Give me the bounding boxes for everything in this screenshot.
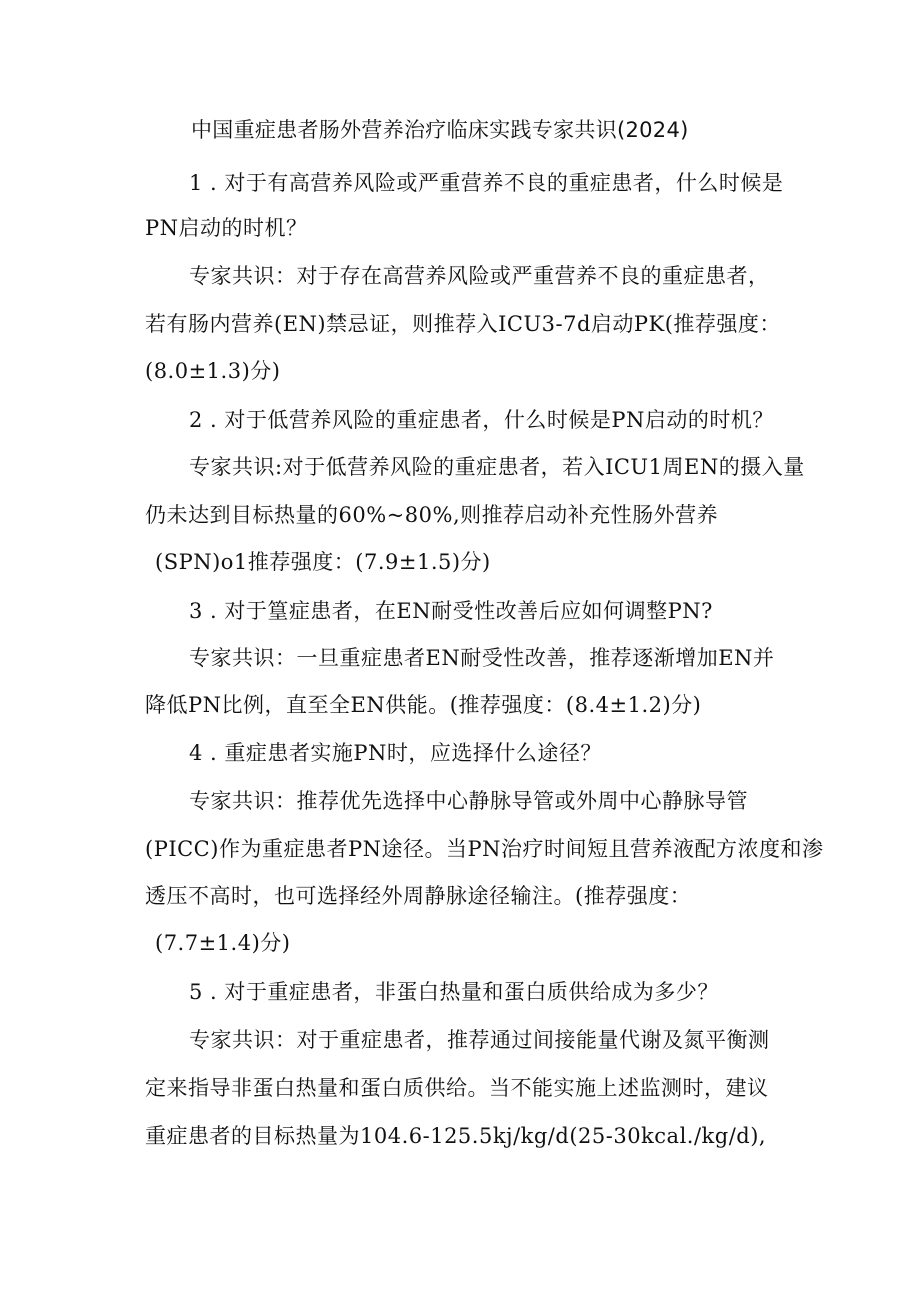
answer-2-line-2: 仍未达到目标热量的60%~80%,则推荐启动补充性肠外营养 <box>145 503 719 527</box>
question-5-line-1: 5 . 对于重症患者，非蛋白热量和蛋白质供给成为多少？ <box>189 980 719 1004</box>
answer-1-line-1: 专家共识：对于存在高营养风险或严重营养不良的重症患者， <box>189 264 770 288</box>
answer-1-line-2: 若有肠内营养(EN)禁忌证，则推荐入ICU3-7d启动PK(推荐强度： <box>145 312 781 336</box>
answer-2-line-1: 专家共识:对于低营养风险的重症患者，若入ICU1周EN的摄入量 <box>189 455 805 479</box>
answer-4-line-4: (7.7±1.4)分) <box>155 931 291 955</box>
answer-5-line-2: 定来指导非蛋白热量和蛋白质供给。当不能实施上述监测时，建议 <box>145 1076 769 1100</box>
question-3-line-1: 3 . 对于篁症患者，在EN耐受性改善后应如何调整PN? <box>189 599 713 623</box>
document-title: 中国重症患者肠外营养治疗临床实践专家共识(2024) <box>191 118 689 142</box>
answer-5-line-1: 专家共识：对于重症患者，推荐通过间接能量代谢及氮平衡测 <box>189 1028 770 1052</box>
answer-4-line-2: (PICC)作为重症患者PN途径。当PN治疗时间短且营养液配方浓度和渗 <box>145 837 824 861</box>
question-1-line-2: PN启动的时机？ <box>145 216 308 240</box>
question-2-line-1: 2 . 对于低营养风险的重症患者，什么时候是PN启动的时机？ <box>189 408 774 432</box>
answer-4-line-1: 专家共识：推荐优先选择中心静脉导管或外周中心静脉导管 <box>189 789 748 813</box>
answer-5-line-3: 重症患者的目标热量为104.6-125.5kj/kg/d(25-30kcal./kg/d), <box>145 1124 767 1148</box>
question-1-line-1: 1 . 对于有高营养风险或严重营养不良的重症患者，什么时候是 <box>189 171 784 195</box>
answer-3-line-2: 降低PN比例，直至全EN供能。(推荐强度：(8.4±1.2)分) <box>145 693 702 717</box>
answer-1-line-3: (8.0±1.3)分) <box>145 359 281 383</box>
question-4-line-1: 4 . 重症患者实施PN时，应选择什么途径？ <box>189 741 602 765</box>
answer-3-line-1: 专家共识：一旦重症患者EN耐受性改善，推荐逐渐增加EN并 <box>189 646 775 670</box>
answer-2-line-3: (SPN)o1推荐强度：(7.9±1.5)分) <box>155 550 491 574</box>
answer-4-line-3: 透压不高时，也可选择经外周静脉途径输注。(推荐强度： <box>145 884 692 908</box>
